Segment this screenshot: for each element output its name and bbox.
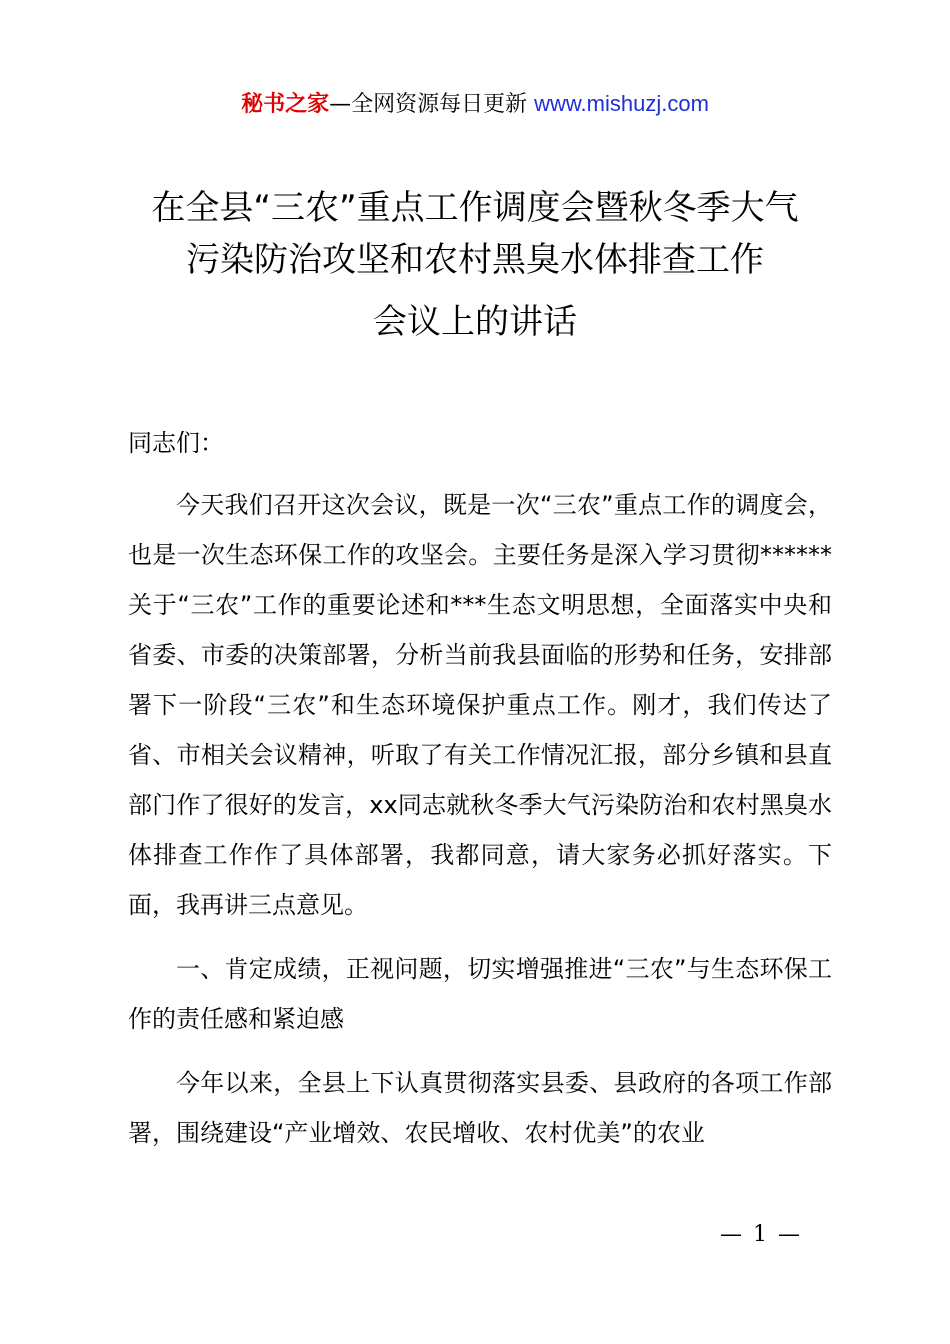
title-line-2: 污染防治攻坚和农村黑臭水体排查工作 (186, 240, 764, 280)
document-title (100, 182, 850, 348)
paragraph-2: 今年以来，全县上下认真贯彻落实县委、县政府的各项工作部署，围绕建设“产业增效、农民增收、农村优美”的农业 (128, 1069, 832, 1147)
section-heading-1: 一、肯定成绩，正视问题，切实增强推进“三农”与生态环保工作的责任感和紧迫感 (128, 955, 832, 1033)
paragraph-intro: 今天我们召开这次会议，既是一次“三农”重点工作的调度会，也是一次生态环保工作的攻坚会。主要任务是深入学习贯彻******关于“三农”工作的重要论述和***生态文明思想，全面落实中央和省委、市委的决策部署，分析当前我县面临的形势和任务，安排部署下一阶段“三农”和生态环境保护重点工作。刚才，我们传达了省、市相关会议精神，听取了有关工作情况汇报，部分乡镇和县直部门作了很好的发言，xx同志就秋冬季大气污染防治和农村黑臭水体排查工作作了具体部署，我都同意，请大家务必抓好落实。下面，我再讲三点意见。 (128, 491, 832, 919)
document-body (128, 418, 832, 1158)
title-line-3: 会议上的讲话 (373, 302, 577, 342)
brand-name: 秘书之家 (241, 92, 330, 117)
header-slogan: —全网资源每日更新 (329, 92, 535, 117)
page-number: — 1 — (720, 1222, 802, 1247)
title-line-1: 在全县“三农”重点工作调度会暨秋冬季大气 (151, 188, 799, 228)
salutation: 同志们： (128, 429, 224, 457)
site-header (0, 88, 950, 121)
site-url-link[interactable]: www.mishuzj.com (534, 91, 709, 116)
